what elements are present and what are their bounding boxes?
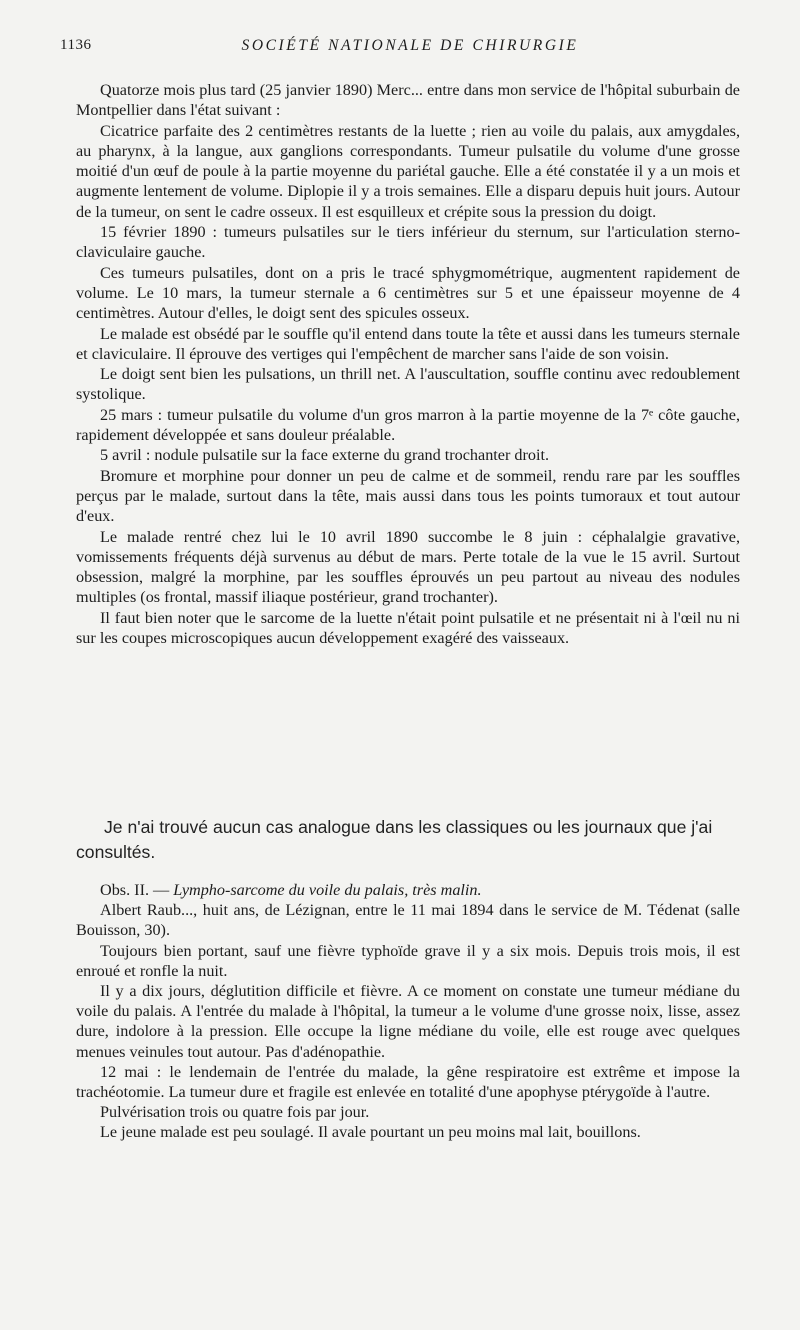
paragraph: Ces tumeurs pulsatiles, dont on a pris le tracé sphygmométrique, augmentent rapidement de volume. Le 10 mars, la tumeur sternale a 6 centimètres sur 5 et une épaisseur moyenne de 4 centimètres. Autour d'elles, le doigt sent des spicules osseux.	[76, 263, 740, 323]
paragraph: 15 février 1890 : tumeurs pulsatiles sur le tiers inférieur du sternum, sur l'articulation sterno-claviculaire gauche.	[76, 223, 740, 262]
observation-heading	[76, 880, 740, 900]
observation-label: Obs. II. —	[100, 881, 174, 899]
paragraph: Toujours bien portant, sauf une fièvre typhoïde grave il y a six mois. Depuis trois mois, il est enroué et ronfle la nuit.	[76, 941, 740, 980]
page-number: 1136	[60, 37, 92, 53]
paragraph: Bromure et morphine pour donner un peu de calme et de sommeil, rendu rare par les souffles perçus par le malade, surtout dans la tête, mais aussi dans tous les points tumoraux et tout autour d'eux.	[76, 466, 740, 526]
paragraph: Le doigt sent bien les pulsations, un thrill net. A l'auscultation, souffle continu avec redoublement systolique.	[76, 365, 740, 404]
paragraph: Pulvérisation trois ou quatre fois par jour.	[100, 1103, 370, 1122]
observation-title: Lympho-sarcome du voile du palais, très malin.	[173, 881, 482, 899]
paragraph: Quatorze mois plus tard (25 janvier 1890) Merc... entre dans mon service de l'hôpital suburbain de Montpellier dans l'état suivant :	[76, 81, 740, 120]
note-text: Je n'ai trouvé aucun cas analogue dans les classiques ou les journaux que j'ai consultés.	[76, 817, 713, 862]
paragraph: Il faut bien noter que le sarcome de la luette n'était point pulsatile et ne présentait ni à l'œil nu ni sur les coupes microscopiques aucun développement exagéré des vaisseaux.	[76, 608, 740, 648]
case-report-continued	[76, 80, 740, 648]
paragraph: 5 avril : nodule pulsatile sur la face externe du grand trochanter droit.	[100, 446, 550, 465]
paragraph: Il y a dix jours, déglutition difficile et fièvre. A ce moment on constate une tumeur médiane du voile du palais. A l'entrée du malade à l'hôpital, la tumeur a le volume d'une grosse noix, lisse, assez dure, indolore à la pression. Elle occupe la ligne médiane du voile, elle est rouge avec quelques menues veinules tout autour. Pas d'adénopathie.	[76, 982, 740, 1061]
paragraph: Le malade est obsédé par le souffle qu'il entend dans toute la tête et aussi dans les tumeurs sternale et claviculaire. Il éprouve des vertiges qui l'empêchent de marcher sans l'aide de son voisin.	[76, 324, 740, 363]
paragraph: Albert Raub..., huit ans, de Lézignan, entre le 11 mai 1894 dans le service de M. Tédenat (salle Bouisson, 30).	[76, 901, 740, 940]
author-note	[76, 815, 752, 865]
paragraph: 12 mai : le lendemain de l'entrée du malade, la gêne respiratoire est extrême et impose la trachéotomie. La tumeur dure et fragile est enlevée en totalité d'une apophyse ptérygoïde à l'autre.	[76, 1062, 740, 1102]
paragraph: 25 mars : tumeur pulsatile du volume d'un gros marron à la partie moyenne de la 7ᵉ côte gauche, rapidement développée et sans douleur préalable.	[76, 405, 740, 445]
running-title: SOCIÉTÉ NATIONALE DE CHIRURGIE	[241, 37, 579, 54]
page-header	[60, 37, 760, 59]
paragraph: Le malade rentré chez lui le 10 avril 1890 succombe le 8 juin : céphalalgie gravative, vomissements fréquents déjà survenus au début de mars. Perte totale de la vue le 15 avril. Surtout obsession, malgré la morphine, par les souffles éprouvés un peu partout au niveau des nodules multiples (os frontal, massif iliaque postérieur, grand trochanter).	[76, 527, 740, 607]
observation-2	[76, 880, 740, 1143]
paragraph: Cicatrice parfaite des 2 centimètres restants de la luette ; rien au voile du palais, aux amygdales, au pharynx, à la langue, aux ganglions correspondants. Tumeur pulsatile du volume d'une grosse moitié d'un œuf de poule à la partie moyenne du pariétal gauche. Elle a été constatée il y a un mois et augmente lentement de volume. Diplopie il y a trois semaines. Elle a disparu depuis huit jours. Autour de la tumeur, on sent le cadre osseux. Il est esquilleux et crépite sous la pression du doigt.	[76, 121, 740, 221]
paragraph: Le jeune malade est peu soulagé. Il avale pourtant un peu moins mal lait, bouillons.	[100, 1123, 641, 1142]
